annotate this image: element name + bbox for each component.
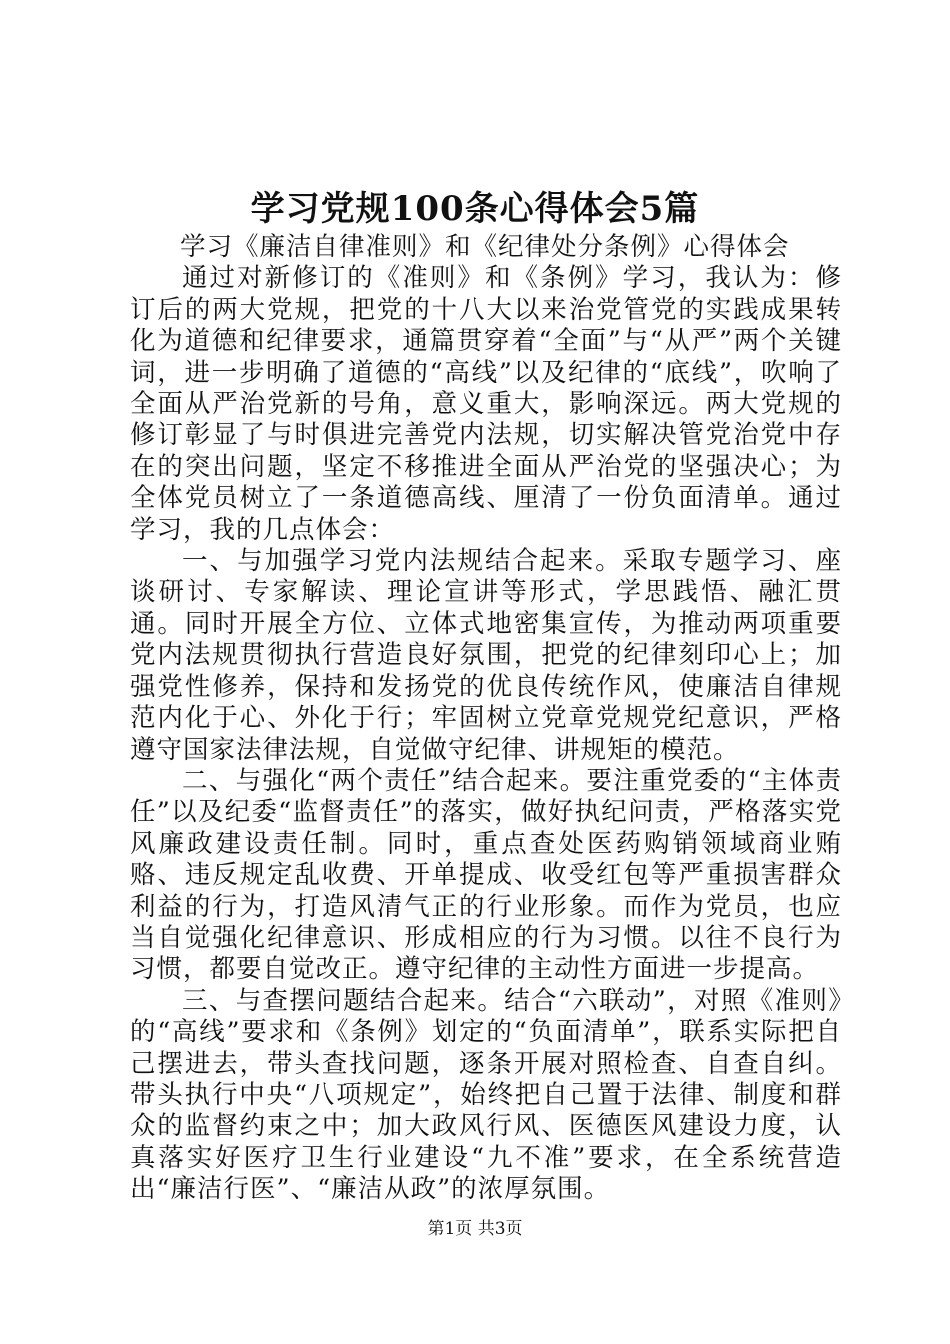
paragraph-point-one: 一、与加强学习党内法规结合起来。采取专题学习、座谈研讨、专家解读、理论宣讲等形式，学思践悟、融汇贯通。同时开展全方位、立体式地密集宣传，为推动两项重要党内法规贯彻执行营造良好氛围，把党的纪律刻印心上；加强党性修养，保持和发扬党的优良传统作风，使廉洁自律规范内化于心、外化于行；牢固树立党章党规党纪意识，严格遵守国家法律法规，自觉做守纪律、讲规矩的模范。 [130,546,842,765]
document-subtitle: 学习《廉洁自律准则》和《纪律处分条例》心得体会 [180,232,790,262]
paragraph-point-two: 二、与强化“两个责任”结合起来。要注重党委的“主体责任”以及纪委“监督责任”的落实，做好执纪问责，严格落实党风廉政建设责任制。同时，重点查处医药购销领域商业贿赂、违反规定乱收费、开单提成、收受红包等严重损害群众利益的行为，打造风清气正的行业形象。而作为党员，也应当自觉强化纪律意识、形成相应的行为习惯。以往不良行为习惯，都要自觉改正。遵守纪律的主动性方面进一步提高。 [130,765,842,985]
document-body [130,232,842,1206]
paragraph-point-three: 三、与查摆问题结合起来。结合“六联动”，对照《准则》的“高线”要求和《条例》划定的“负面清单”，联系实际把自己摆进去，带头查找问题，逐条开展对照检查、自查自纠。带头执行中央“八项规定”，始终把自己置于法律、制度和群众的监督约束之中；加大政风行风、医德医风建设力度，认真落实好医疗卫生行业建设“九不准”要求，在全系统营造出“廉洁行医”、“廉洁从政”的浓厚氛围。 [130,985,842,1205]
paragraph-intro: 通过对新修订的《准则》和《条例》学习，我认为：修订后的两大党规，把党的十八大以来治党管党的实践成果转化为道德和纪律要求，通篇贯穿着“全面”与“从严”两个关键词，进一步明确了道德的“高线”以及纪律的“底线”，吹响了全面从严治党新的号角，意义重大，影响深远。两大党规的修订彰显了与时俱进完善党内法规，切实解决管党治党中存在的突出问题，坚定不移推进全面从严治党的坚强决心；为全体党员树立了一条道德高线、厘清了一份负面清单。通过学习，我的几点体会： [130,263,842,545]
page-number: 第1页 共3页 [427,1219,523,1239]
page-title: 学习党规100条心得体会5篇 [250,189,700,229]
